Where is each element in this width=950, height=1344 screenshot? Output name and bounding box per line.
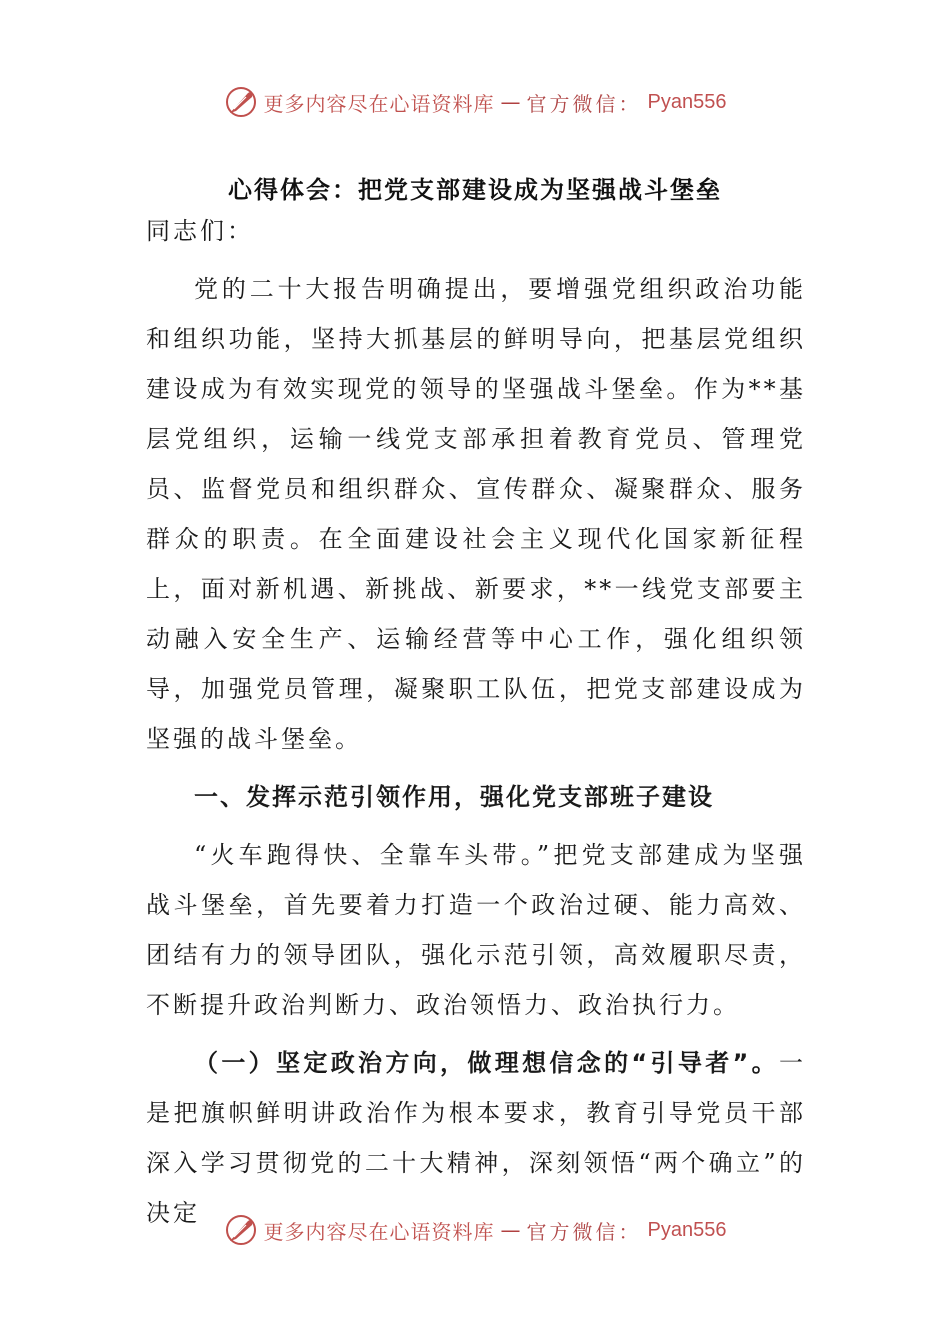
quill-pen-logo-icon [224, 1213, 258, 1247]
watermark-wechat-label: 官方微信： [526, 1219, 642, 1244]
watermark-wechat-label: 官方微信： [526, 91, 642, 116]
watermark-wechat-id: Pyan556 [647, 90, 727, 113]
section-paragraph: “火车跑得快、全靠车头带。”把党支部建成为坚强战斗堡垒，首先要着力打造一个政治过硬、能力高效、团结有力的领导团队，强化示范引领，高效履职尽责，不断提升政治判断力、政治领悟力、政治执行力。 [146, 841, 806, 1019]
section-heading: 一、发挥示范引领作用，强化党支部班子建设 [194, 783, 714, 811]
document-title: 心得体会：把党支部建设成为坚强战斗堡垒 [228, 176, 722, 204]
watermark-dash: — [500, 90, 521, 114]
subsection-text: 一是把旗帜鲜明讲政治作为根本要求，教育引导党员干部深入学习贯彻党的二十大精神，深刻领悟“两个确立”的决定 [146, 1049, 806, 1227]
intro-paragraph: 党的二十大报告明确提出，要增强党组织政治功能和组织功能，坚持大抓基层的鲜明导向，把基层党组织建设成为有效实现党的领导的坚强战斗堡垒。作为**基层党组织，运输一线党支部承担着教育党员、管理党员、监督党员和组织群众、宣传群众、凝聚群众、服务群众的职责。在全面建设社会主义现代化国家新征程上，面对新机遇、新挑战、新要求，**一线党支部要主动融入安全生产、运输经营等中心工作，强化组织领导，加强党员管理，凝聚职工队伍，把党支部建设成为坚强的战斗堡垒。 [146, 275, 806, 753]
watermark-brand-text: 更多内容尽在心语资料库 [263, 1219, 495, 1244]
watermark-dash: — [500, 1218, 521, 1242]
document-body [146, 206, 806, 1238]
subsection-paragraph [146, 1038, 806, 1238]
header-watermark-banner [0, 82, 950, 122]
footer-watermark-banner [0, 1210, 950, 1250]
salutation: 同志们： [146, 217, 254, 245]
quill-pen-logo-icon [224, 85, 258, 119]
watermark-wechat-id: Pyan556 [647, 1218, 727, 1241]
watermark-brand-text: 更多内容尽在心语资料库 [263, 91, 495, 116]
subsection-heading: （一）坚定政治方向，做理想信念的“引导者”。 [194, 1049, 779, 1077]
